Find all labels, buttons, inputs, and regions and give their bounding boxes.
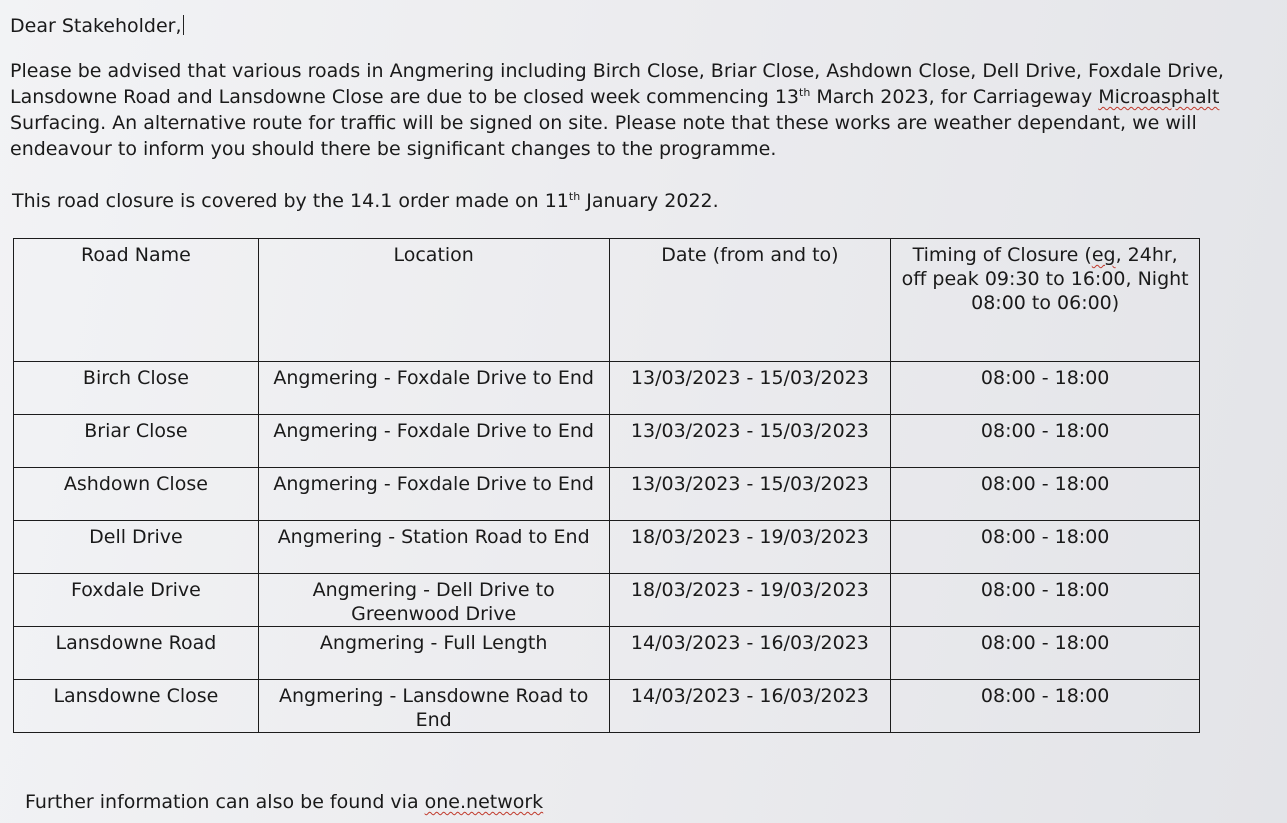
cell-timing: 08:00 - 18:00	[891, 415, 1200, 468]
header-location: Location	[258, 239, 609, 362]
table-header-row	[14, 239, 1200, 362]
cell-timing: 08:00 - 18:00	[891, 521, 1200, 574]
header-timing	[891, 239, 1200, 362]
notice-text-1: Please be advised that various roads in Angmering including Birch Close, Briar Close, Ashdown Close, Dell Drive, Foxdale Drive, Lansdowne Road and Lansdowne Close are due to be closed week commencing 13	[10, 60, 1224, 108]
header-timing-text-2: , 24hr, off peak 09:30 to 16:00, Night 08:00 to 06:00)	[901, 244, 1189, 314]
cell-road-name: Dell Drive	[14, 521, 259, 574]
cell-location: Angmering - Foxdale Drive to End	[258, 362, 609, 415]
order-ordinal-suffix: th	[568, 190, 581, 203]
road-closure-table	[13, 238, 1200, 733]
cell-road-name: Ashdown Close	[14, 468, 259, 521]
greeting	[10, 14, 184, 38]
cell-timing: 08:00 - 18:00	[891, 574, 1200, 627]
cell-road-name: Briar Close	[14, 415, 259, 468]
notice-ordinal-suffix: th	[799, 86, 811, 99]
cell-date: 18/03/2023 - 19/03/2023	[609, 574, 891, 627]
cell-road-name: Foxdale Drive	[14, 574, 259, 627]
cell-date: 13/03/2023 - 15/03/2023	[609, 415, 891, 468]
further-info-text: Further information can also be found via	[25, 791, 425, 813]
cell-timing: 08:00 - 18:00	[891, 468, 1200, 521]
cell-road-name: Lansdowne Close	[14, 680, 259, 733]
cell-location: Angmering - Dell Drive to Greenwood Drive	[258, 574, 609, 627]
cell-location: Angmering - Lansdowne Road to End	[258, 680, 609, 733]
order-paragraph	[12, 188, 719, 214]
header-road-name: Road Name	[14, 239, 259, 362]
cell-location: Angmering - Foxdale Drive to End	[258, 415, 609, 468]
table-row	[14, 415, 1200, 468]
spellcheck-flagged-word[interactable]: Microasphalt	[1098, 86, 1220, 108]
notice-paragraph	[10, 58, 1278, 162]
notice-text-3: Surfacing. An alternative route for traffic will be signed on site. Please note that these works are weather dependant, we will endeavour to inform you should there be significant changes to the programme.	[10, 112, 1197, 160]
order-text-1: This road closure is covered by the 14.1 order made on 11	[12, 190, 569, 212]
greeting-text: Dear Stakeholder,	[10, 15, 182, 37]
spellcheck-flagged-word[interactable]: eg	[1091, 244, 1116, 266]
cell-timing: 08:00 - 18:00	[891, 362, 1200, 415]
table-body	[14, 362, 1200, 733]
table-row	[14, 362, 1200, 415]
cell-date: 18/03/2023 - 19/03/2023	[609, 521, 891, 574]
table-row	[14, 468, 1200, 521]
cell-road-name: Birch Close	[14, 362, 259, 415]
notice-text-2: March 2023, for Carriageway	[810, 86, 1099, 108]
cell-date: 14/03/2023 - 16/03/2023	[609, 680, 891, 733]
cell-date: 13/03/2023 - 15/03/2023	[609, 468, 891, 521]
table-row	[14, 627, 1200, 680]
document-body[interactable]	[10, 0, 1280, 823]
text-cursor	[183, 15, 184, 35]
cell-timing: 08:00 - 18:00	[891, 627, 1200, 680]
table-row	[14, 521, 1200, 574]
cell-date: 13/03/2023 - 15/03/2023	[609, 362, 891, 415]
cell-road-name: Lansdowne Road	[14, 627, 259, 680]
order-text-2: January 2022.	[580, 190, 719, 212]
table-row	[14, 574, 1200, 627]
header-date: Date (from and to)	[609, 239, 891, 362]
header-timing-text-1: Timing of Closure (	[912, 244, 1092, 266]
cell-timing: 08:00 - 18:00	[891, 680, 1200, 733]
further-info	[25, 789, 543, 815]
cell-date: 14/03/2023 - 16/03/2023	[609, 627, 891, 680]
one-network-link[interactable]: one.network	[424, 791, 544, 813]
cell-location: Angmering - Foxdale Drive to End	[258, 468, 609, 521]
table-row	[14, 680, 1200, 733]
cell-location: Angmering - Station Road to End	[258, 521, 609, 574]
cell-location: Angmering - Full Length	[258, 627, 609, 680]
